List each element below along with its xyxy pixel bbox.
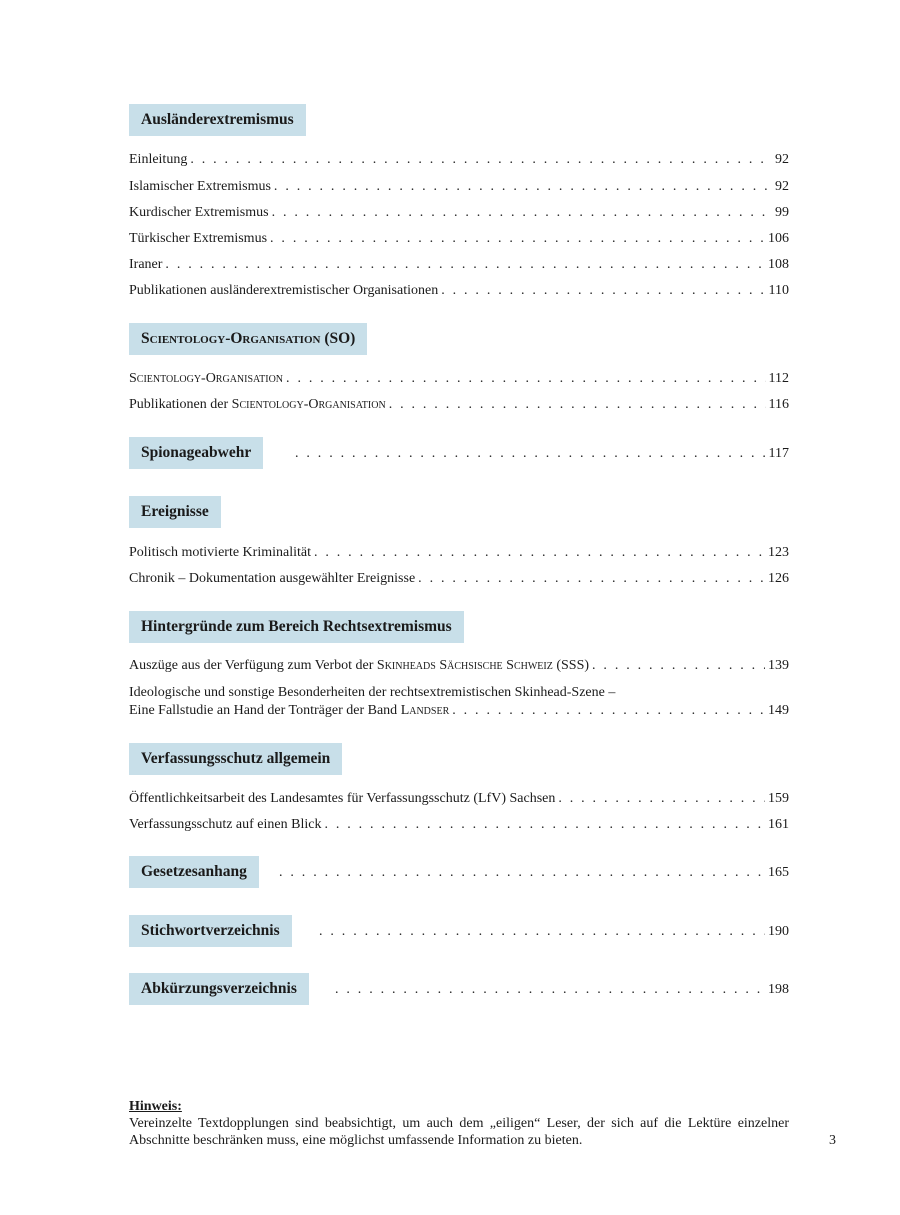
section-heading-ereignisse: Ereignisse: [129, 496, 221, 528]
entry-label: Iraner: [129, 257, 163, 272]
entry-page: 110: [768, 283, 789, 298]
entry-page: 92: [775, 152, 789, 167]
toc-entry[interactable]: [129, 370, 789, 388]
dot-leader: [274, 178, 772, 196]
dot-leader: [324, 816, 765, 834]
toc-entry-multiline[interactable]: [129, 684, 789, 720]
dot-leader: [319, 923, 765, 941]
heading-leader: [335, 981, 789, 999]
entry-label: [129, 657, 589, 675]
note-text: Vereinzelte Textdopplungen sind beabsichtigt, um auch dem „eiligen“ Leser, der sich auf die Lektüre einzelner Abschnitte beschränken muss, eine möglichst umfassende Information zu bieten.: [129, 1116, 789, 1148]
dot-leader: [452, 702, 765, 720]
entry-label-smallcaps: Scientology-Organisation: [231, 397, 386, 412]
entry-label-prefix: Auszüge aus der Verfügung zum Verbot der: [129, 658, 377, 673]
entry-label: [129, 702, 449, 720]
entry-line2: [129, 702, 789, 720]
entry-page: 190: [768, 924, 789, 939]
toc-entry[interactable]: [129, 790, 789, 808]
toc-entry[interactable]: [129, 570, 789, 588]
toc-entry[interactable]: [129, 256, 789, 274]
entry-label: Öffentlichkeitsarbeit des Landesamtes für Verfassungsschutz (LfV) Sachsen: [129, 791, 556, 806]
toc-entry[interactable]: [129, 230, 789, 248]
entry-page: 149: [768, 703, 789, 718]
section-heading-hintergruende: Hintergründe zum Bereich Rechtsextremismus: [129, 611, 464, 643]
entry-label-prefix: Publikationen der: [129, 397, 232, 412]
toc-entry[interactable]: [129, 657, 789, 675]
entry-label-suffix: (SSS): [552, 658, 590, 673]
entry-page: 112: [768, 371, 789, 386]
dot-leader: [286, 370, 765, 388]
dot-leader: [389, 396, 766, 414]
dot-leader: [335, 981, 765, 999]
toc-heading-entry[interactable]: [129, 856, 789, 888]
entry-label: Publikationen ausländerextremistischer Organisationen: [129, 283, 439, 298]
toc-heading-entry[interactable]: [129, 437, 789, 469]
entry-label: Verfassungsschutz auf einen Blick: [129, 817, 322, 832]
entry-label-line1: Ideologische und sonstige Besonderheiten der rechtsextremistischen Skinhead-Szene –: [129, 685, 616, 700]
dot-leader: [165, 256, 765, 274]
entry-page: 106: [768, 231, 789, 246]
entry-page: 116: [768, 397, 789, 412]
entry-label: Türkischer Extremismus: [129, 231, 268, 246]
toc-heading-entry[interactable]: [129, 973, 789, 1005]
toc-entry[interactable]: [129, 544, 789, 562]
toc-entry[interactable]: [129, 282, 789, 300]
entry-page: 126: [768, 571, 789, 586]
entry-page: 159: [768, 791, 789, 806]
section-heading-abkuerzungsverzeichnis: Abkürzungsverzeichnis: [129, 973, 309, 1005]
entry-page: 92: [775, 179, 789, 194]
heading-leader: [295, 445, 789, 463]
dot-leader: [190, 151, 772, 169]
dot-leader: [441, 282, 765, 300]
entry-page: 123: [768, 545, 789, 560]
entry-page: 165: [768, 865, 789, 880]
section-heading-stichwortverzeichnis: Stichwortverzeichnis: [129, 915, 292, 947]
entry-label: [129, 396, 386, 414]
entry-page: 161: [768, 817, 789, 832]
entry-label-smallcaps: Landser: [400, 703, 450, 718]
toc-entry[interactable]: [129, 204, 789, 222]
entry-page: 108: [768, 257, 789, 272]
entry-label: Chronik – Dokumentation ausgewählter Ereignisse: [129, 571, 416, 586]
entry-label: Kurdischer Extremismus: [129, 205, 269, 220]
heading-leader: [279, 864, 789, 882]
entry-label: Einleitung: [129, 152, 188, 167]
dot-leader: [592, 657, 765, 675]
entry-page: 198: [768, 982, 789, 997]
dot-leader: [558, 790, 765, 808]
toc-entry[interactable]: [129, 178, 789, 196]
entry-page: 117: [768, 446, 789, 461]
heading-leader: [319, 923, 789, 941]
entry-label: Islamischer Extremismus: [129, 179, 271, 194]
section-heading-gesetzesanhang: Gesetzesanhang: [129, 856, 259, 888]
dot-leader: [270, 230, 765, 248]
dot-leader: [279, 864, 765, 882]
dot-leader: [418, 570, 765, 588]
dot-leader: [295, 445, 766, 463]
toc-entry[interactable]: [129, 816, 789, 834]
entry-page: 139: [768, 658, 789, 673]
toc-heading-entry[interactable]: [129, 915, 789, 947]
toc-entry[interactable]: [129, 396, 789, 414]
entry-label: Scientology-Organisation: [129, 371, 284, 386]
entry-label: Politisch motivierte Kriminalität: [129, 545, 311, 560]
note-label: Hinweis:: [129, 1099, 182, 1114]
section-heading-auslaenderextremismus: Ausländerextremismus: [129, 104, 306, 136]
note-block: [129, 1098, 789, 1149]
dot-leader: [272, 204, 772, 222]
entry-label-smallcaps: Skinheads Sächsische Schweiz: [376, 658, 553, 673]
page-number: 3: [829, 1133, 836, 1148]
section-heading-verfassungsschutz: Verfassungsschutz allgemein: [129, 743, 342, 775]
section-heading-scientology: Scientology-Organisation (SO): [129, 323, 367, 355]
entry-page: 99: [775, 205, 789, 220]
entry-label-prefix: Eine Fallstudie an Hand der Tonträger der Band: [129, 703, 401, 718]
toc-entry[interactable]: [129, 151, 789, 169]
section-heading-spionageabwehr: Spionageabwehr: [129, 437, 263, 469]
dot-leader: [314, 544, 765, 562]
